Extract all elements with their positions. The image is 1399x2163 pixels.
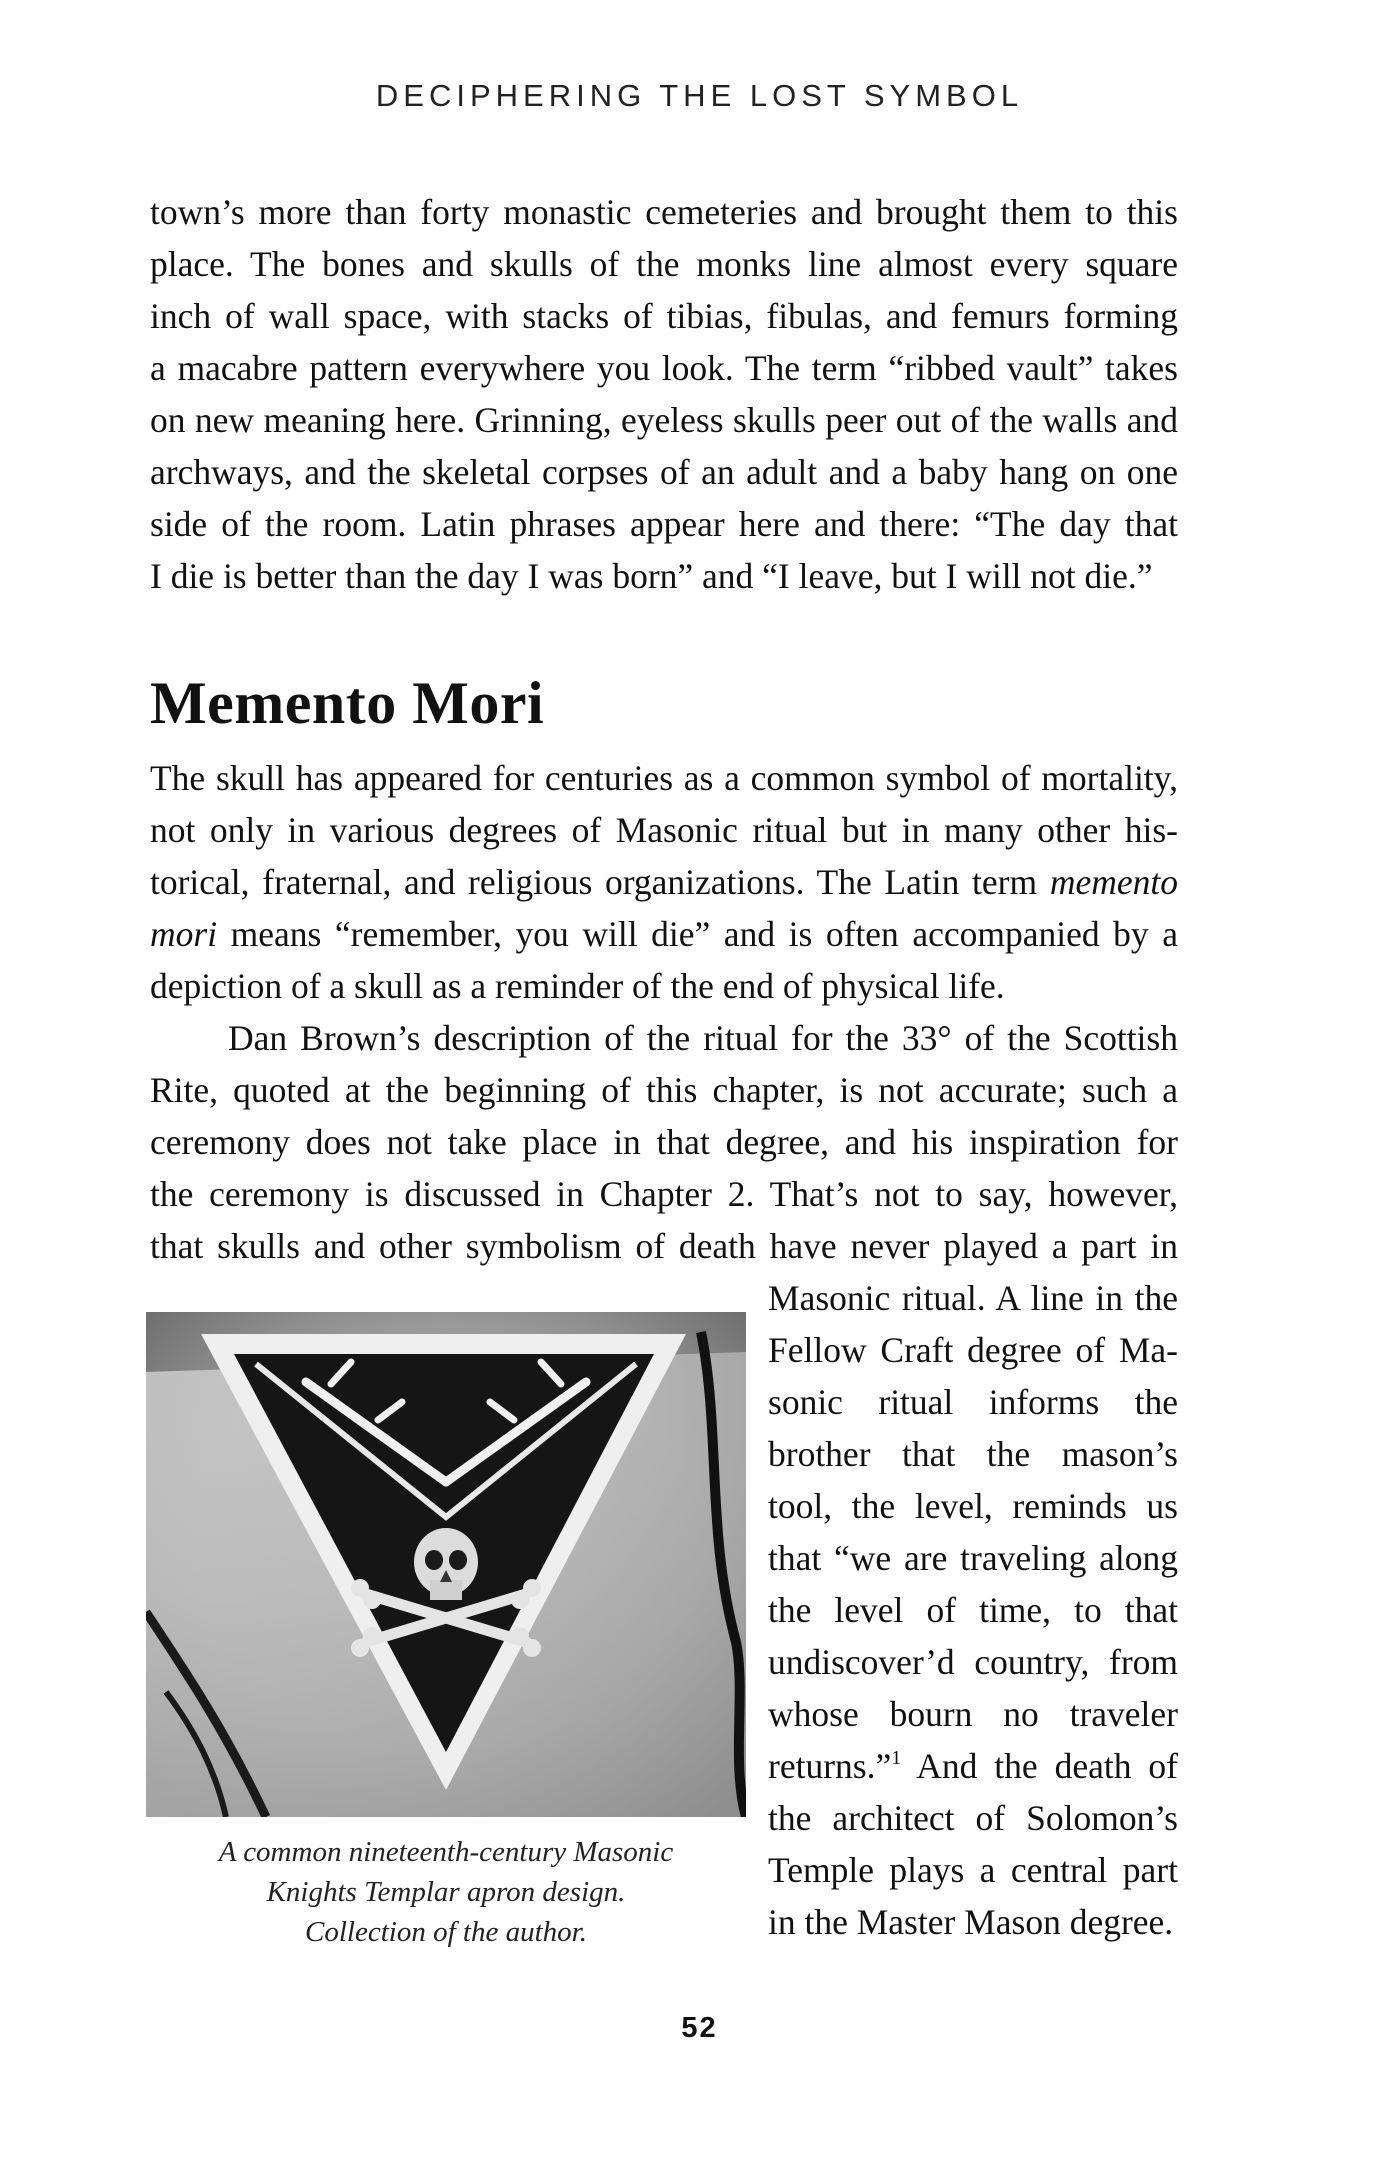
body-line: archways, and the skeletal corpses of an adult and a baby hang on one [150,452,1178,492]
body-line: undiscover’d country, from [768,1642,1178,1682]
body-line: tool, the level, reminds us [768,1486,1178,1526]
section-heading: Memento Mori [150,670,545,736]
running-title: DECIPHERING THE LOST SYMBOL [375,78,1024,113]
page-number: 52 [681,2012,718,2044]
body-text: returns.” [768,1746,892,1786]
body-line [150,908,1178,960]
body-line: side of the room. Latin phrases appear here and there: “The day that [150,504,1178,544]
body-line: brother that the mason’s [768,1434,1178,1474]
figure-caption: Collection of the author. [305,1916,587,1948]
body-line: that “we are traveling along [768,1538,1178,1578]
figure-caption: A common nineteenth-century Masonic [218,1836,674,1868]
body-line: town’s more than forty monastic cemeteries and brought them to this [150,192,1178,232]
latin-term: memento [1049,862,1178,902]
body-line: a macabre pattern everywhere you look. The term “ribbed vault” takes [150,348,1178,388]
body-line: Masonic ritual. A line in the [768,1278,1178,1318]
body-line: The skull has appeared for centuries as a common symbol of mortality, [150,758,1178,798]
body-line: Fellow Craft degree of Ma- [768,1330,1178,1370]
body-text: And the death of [901,1746,1178,1786]
latin-term: mori [150,914,218,954]
body-line: Temple plays a central part [768,1850,1178,1890]
body-line: Dan Brown’s description of the ritual for the 33° of the Scottish [228,1018,1178,1058]
figure-caption: Knights Templar apron design. [266,1876,626,1908]
body-line: sonic ritual informs the [768,1382,1178,1422]
body-line: place. The bones and skulls of the monks line almost every square [150,244,1178,284]
footnote-marker: 1 [891,1747,902,1769]
body-line: Rite, quoted at the beginning of this chapter, is not accurate; such a [150,1070,1178,1110]
body-line: the level of time, to that [768,1590,1178,1630]
body-line [150,856,1178,908]
body-line: whose bourn no traveler [768,1694,1178,1734]
body-line: the architect of Solomon’s [768,1798,1178,1838]
body-line: on new meaning here. Grinning, eyeless skulls peer out of the walls and [150,400,1178,440]
apron-photo [146,1312,746,1817]
body-line: the ceremony is discussed in Chapter 2. That’s not to say, however, [150,1174,1178,1214]
body-line: not only in various degrees of Masonic ritual but in many other his- [150,810,1178,850]
body-line: depiction of a skull as a reminder of the end of physical life. [150,966,1005,1006]
body-line: ceremony does not take place in that degree, and his inspiration for [150,1122,1178,1162]
body-line [768,1740,1178,1792]
body-line: in the Master Mason degree. [768,1902,1174,1942]
body-line: inch of wall space, with stacks of tibias, fibulas, and femurs forming [150,296,1178,336]
body-text: torical, fraternal, and religious organizations. The Latin term [150,862,1050,902]
body-line: I die is better than the day I was born” and “I leave, but I will not die.” [150,556,1153,596]
body-text: means “remember, you will die” and is often accompanied by a [217,914,1178,954]
body-line: that skulls and other symbolism of death have never played a part in [150,1226,1178,1266]
